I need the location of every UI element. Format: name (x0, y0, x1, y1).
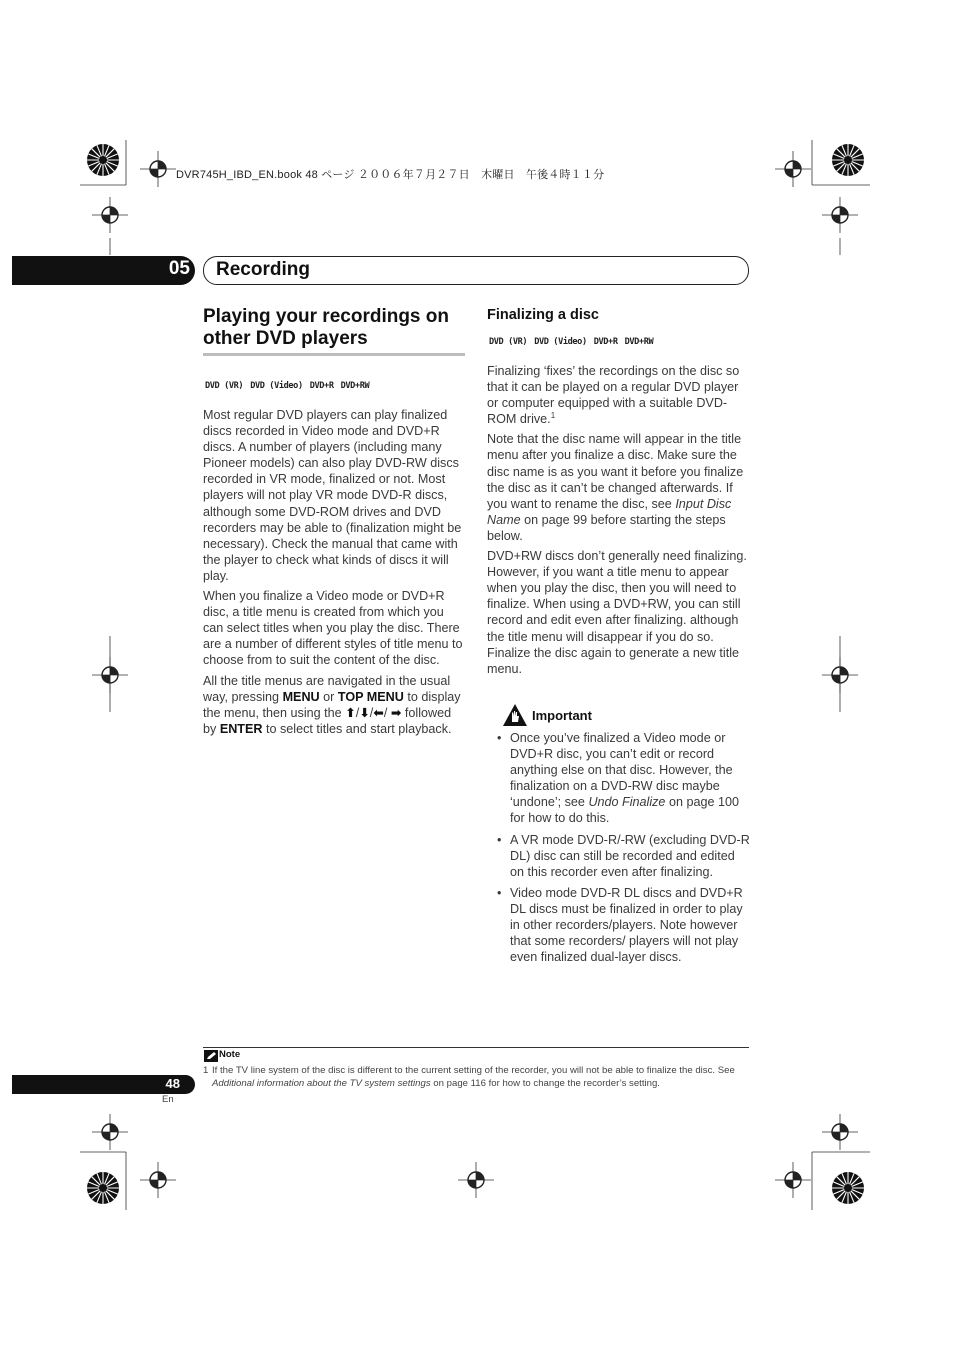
paragraph: When you finalize a Video mode or DVD+R disc, a title menu is created from which you can select titles when you play the disc. There are a number of different styles of title menu to choose from to suit the content of the disc. (203, 589, 463, 668)
note-label: Note (219, 1049, 241, 1060)
badge-dvd-plus-r: DVD+R (309, 381, 334, 391)
arrow-up-icon: ⬆ (345, 704, 356, 720)
disc-type-badges-right (489, 337, 653, 347)
section-title-rule (203, 353, 465, 356)
section-title-playing: Playing your recordings on other DVD players (203, 306, 449, 349)
badge-dvd-plus-rw: DVD+RW (624, 337, 654, 347)
bullet-icon: • (497, 885, 502, 900)
badge-dvd-video: DVD (Video) (534, 337, 587, 347)
disc-type-badges-left (205, 381, 369, 391)
list-item: • Video mode DVD-R DL discs and DVD+R DL discs must be finalized in order to play in other recorders/players. Note however that some recorders/ players will not play even finalized dual-layer discs. (497, 885, 743, 965)
footnote-number: 1 (203, 1065, 209, 1076)
paragraph: Finalizing ‘fixes’ the recordings on the disc so that it can be played on a regular DVD player or computer equipped with a suitable DVD-ROM drive.$^1$ (487, 364, 740, 427)
badge-dvd-vr: DVD (VR) (489, 337, 528, 347)
section-title-finalizing: Finalizing a disc (487, 307, 599, 323)
warning-hand-icon (502, 703, 528, 727)
chapter-title: Recording (216, 259, 310, 280)
enter-key-label: ENTER (219, 721, 263, 736)
top-menu-key-label: TOP MENU (337, 689, 404, 704)
menu-item-reference: Input Disc Name (487, 496, 732, 527)
page-language: En (162, 1094, 174, 1105)
page-number: 48 (165, 1076, 180, 1091)
badge-dvd-plus-r: DVD+R (593, 337, 618, 347)
paragraph: All the title menus are navigated in the usual way, pressing MENU or TOP MENU to display the menu, then using the ⬆/⬇/⬅/ ➡ followed by ENTER to select titles and start playback. (203, 673, 461, 736)
menu-key-label: MENU (282, 689, 320, 704)
arrow-down-icon: ⬇ (359, 704, 370, 720)
badge-dvd-video: DVD (Video) (250, 381, 303, 391)
menu-item-reference: Undo Finalize (588, 795, 666, 810)
bullet-icon: • (497, 832, 502, 847)
right-body (487, 363, 749, 681)
print-slug: DVR745H_IBD_EN.book 48 ページ ２００６年７月２７日 木曜日 午後４時１１分 (176, 169, 605, 181)
chapter-number: 05 (168, 258, 190, 279)
paragraph: Note that the disc name will appear in the title menu after you finalize a disc. Make sure the disc name is as you want it before you finalize the disc as it can’t be changed afterwards. If you want to rename the disc, see Input Disc Name on page 99 before starting the steps below. (487, 432, 744, 543)
footnote-ref: 1 (550, 411, 556, 421)
important-list (497, 730, 751, 970)
paragraph: Most regular DVD players can play finalized discs recorded in Video mode and DVD+R discs. A number of players (including many Pioneer models) can also play DVD-RW discs recorded in VR mode, finalized or not. Most players will not play VR mode DVD-R discs, although some DVD-ROM drives and DVD recorders may be able to (finalization might be necessary). Check the manual that came with the player to check what kinds of discs it will play. (203, 408, 462, 583)
note-divider (203, 1047, 749, 1048)
list-item: • A VR mode DVD-R/-RW (excluding DVD-R DL) disc can still be recorded and edited on this recorder even after finalizing. (497, 832, 750, 879)
badge-dvd-vr: DVD (VR) (205, 381, 244, 391)
pencil-note-icon (204, 1050, 218, 1062)
left-body (203, 407, 465, 741)
badge-dvd-plus-rw: DVD+RW (340, 381, 370, 391)
bullet-icon: • (497, 731, 502, 745)
list-item: • Once you’ve finalized a Video mode or DVD+R disc, you can’t edit or record anything else on that disc. However, the finalization on a DVD-RW disc maybe ‘undone’; see Undo Finalize on page 100 for how to do this. (497, 731, 739, 826)
arrow-left-icon: ⬅ (373, 704, 384, 720)
arrow-right-icon: ➡ (390, 704, 402, 720)
section-reference: Additional information about the TV system settings (212, 1078, 431, 1089)
important-label: Important (532, 708, 592, 723)
footnote: 1 If the TV line system of the disc is different to the current setting of the recorder, you will not be able to finalize the disc. See Additional information about the TV system settings on page 116 for how to change the recorder’s setting. (203, 1065, 735, 1089)
paragraph: DVD+RW discs don’t generally need finalizing. However, if you want a title menu to appear when you play the disc, then you will need to finalize. When using a DVD+RW, you can still record and edit even after finalizing. although the title menu will disappear if you do so. Finalize the disc again to generate a new title menu. (487, 549, 747, 676)
